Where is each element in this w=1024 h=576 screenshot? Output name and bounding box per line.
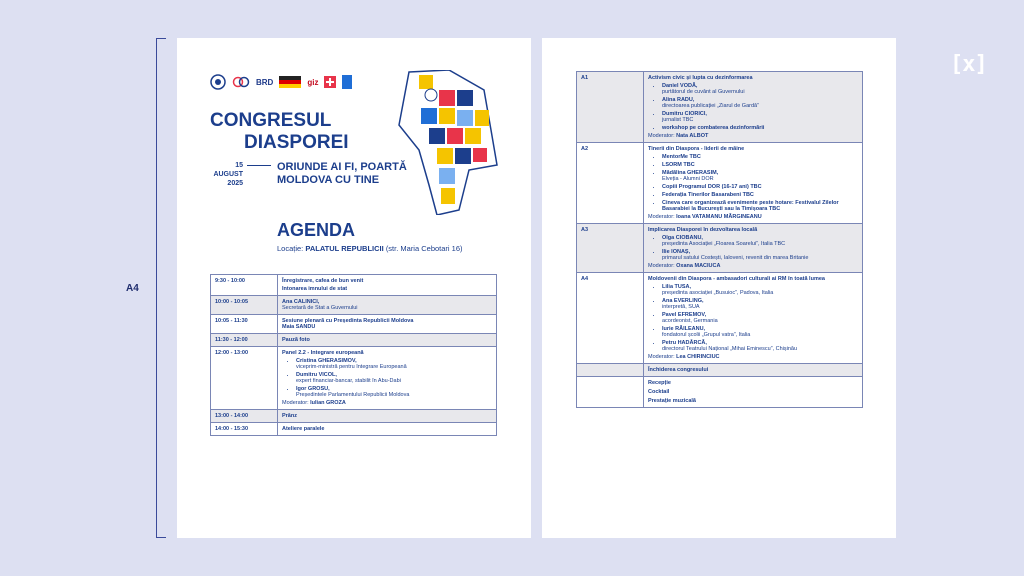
speaker-name: Petru HADÂRCĂ, — [662, 340, 707, 346]
table-row — [211, 347, 497, 410]
table-row — [211, 275, 497, 296]
row-time: 14:00 - 15:30 — [211, 423, 278, 436]
speaker-role: viceprim-ministră pentru Integrare Europeană — [296, 364, 407, 370]
speaker-name: workshop pe combaterea dezinformării — [662, 125, 765, 131]
speaker-name: Cineva care organizează evenimente peste hotare: Festivalul Zilelor Basarabiei la București sau la Timișoara TBC — [662, 200, 839, 212]
row-content — [278, 347, 497, 410]
table-row — [577, 224, 863, 273]
row-content: Prânz — [278, 410, 497, 423]
location-line — [277, 244, 463, 253]
moderator-name: Iulian GROZA — [310, 400, 346, 406]
speaker-role: fondatorul școlii „Grupul vatra”, Italia — [662, 332, 751, 338]
agenda-table-1 — [210, 274, 497, 436]
date-month: AUGUST — [213, 171, 243, 178]
location-venue: PALATUL REPUBLICII — [305, 244, 384, 253]
agenda-heading: AGENDA — [277, 220, 356, 240]
row-content: Pauză foto — [278, 334, 497, 347]
brd-logo: BRD — [256, 77, 274, 87]
row-time: 10:00 - 10:05 — [211, 296, 278, 315]
a4-bracket — [156, 38, 167, 538]
location-label: Locație: — [277, 244, 304, 253]
seal-logo — [210, 75, 226, 89]
undp-logo — [342, 75, 352, 89]
final-item: Prestație muzicală — [648, 398, 696, 404]
workshop-title: Moldovenii din Diaspora - ambasadori culturali ai RM în toată lumea — [648, 276, 825, 282]
row-content — [278, 296, 497, 315]
final-item: Cocktail — [648, 389, 670, 395]
moderator-name: Nata ALBOT — [676, 133, 709, 139]
swiss-logo — [324, 75, 336, 89]
list-item — [662, 249, 858, 261]
row-title: Sesiune plenară cu Președinta Republicii Moldova — [282, 318, 414, 324]
row-time: 9:30 - 10:00 — [211, 275, 278, 296]
table-row — [577, 364, 863, 377]
moderator-label: Moderator: — [648, 133, 675, 139]
speaker-list — [282, 358, 492, 398]
workshop-code: A1 — [577, 72, 644, 143]
title-line-2: DIASPOREI — [244, 132, 349, 153]
date-day: 15 — [235, 162, 243, 169]
germany-logo — [279, 75, 301, 89]
event-date — [209, 161, 243, 188]
row-content — [644, 72, 863, 143]
list-item — [296, 386, 492, 398]
speaker-name: Lilia TUSA, — [662, 284, 692, 290]
list-item — [662, 184, 858, 190]
moderator-label: Moderator: — [648, 263, 675, 269]
moderator-label: Moderator: — [648, 214, 675, 220]
list-item — [662, 235, 858, 247]
moderator-line — [648, 354, 858, 360]
row-time: 10:05 - 11:30 — [211, 315, 278, 334]
list-item — [662, 200, 858, 212]
workshop-title: Activism civic și lupta cu dezinformarea — [648, 75, 753, 81]
table-row — [577, 273, 863, 364]
speaker-name: Olga CIOBANU, — [662, 235, 703, 241]
table-row — [211, 296, 497, 315]
list-item — [296, 372, 492, 384]
workshop-title: Implicarea Diasporei în dezvoltarea locală — [648, 227, 758, 233]
row-time: 12:00 - 13:00 — [211, 347, 278, 410]
speaker-role: Secretară de Stat a Guvernului — [282, 305, 358, 311]
workshop-code: A2 — [577, 143, 644, 224]
agenda-page-2 — [542, 38, 896, 538]
moderator-line — [648, 214, 858, 220]
row-content — [644, 377, 863, 408]
speaker-role: președinta asociației „Busuioc”, Padova, Italia — [662, 290, 774, 296]
row-content — [278, 275, 497, 296]
list-item — [662, 312, 858, 324]
moderator-name: Ioana VATAMANU MĂRGINEANU — [676, 214, 762, 220]
speaker-name: MentorMe TBC — [662, 154, 701, 160]
speaker-role: primarul satului Costești, Ialoveni, revenit din marea Britanie — [662, 255, 809, 261]
speaker-role: jurnalist TBC — [662, 117, 694, 123]
moderator-line — [648, 263, 858, 269]
list-item — [662, 170, 858, 182]
list-item — [662, 83, 858, 95]
empty-cell — [577, 377, 644, 408]
list-item — [662, 97, 858, 109]
row-content — [644, 143, 863, 224]
list-item — [662, 125, 858, 131]
date-year: 2025 — [227, 180, 243, 187]
speaker-name: Daniel VODĂ, — [662, 83, 698, 89]
moderator-name: Lea CHIRINCIUC — [676, 354, 720, 360]
workshop-code: A3 — [577, 224, 644, 273]
moderator-line — [648, 133, 858, 139]
table-row — [211, 315, 497, 334]
agenda-table-2 — [576, 71, 863, 408]
panel-title: Panel 2.2 - Integrare europeană — [282, 350, 364, 356]
speaker-name: Federația Tinerilor Basarabeni TBC — [662, 192, 754, 198]
speaker-name: Copiii Programul DOR (16-17 ani) TBC — [662, 184, 762, 190]
row-time: 13:00 - 14:00 — [211, 410, 278, 423]
speaker-role: directorul Teatrului Național „Mihai Eminescu”, Chișinău — [662, 346, 798, 352]
row-content — [644, 273, 863, 364]
table-row — [577, 72, 863, 143]
list-item — [662, 284, 858, 296]
moderator-label: Moderator: — [282, 400, 309, 406]
speaker-role: directoarea publicației „Ziarul de Gardă” — [662, 103, 759, 109]
agenda-page-1 — [177, 38, 531, 538]
speaker-name: Cristina GHERASIMOV, — [296, 358, 357, 364]
row-content — [644, 224, 863, 273]
speaker-role: purtătorul de cuvânt al Guvernului — [662, 89, 745, 95]
list-item — [296, 358, 492, 370]
speaker-name: Ana CALINICI, — [282, 299, 320, 305]
speaker-name: Mădălina GHERASIM, — [662, 170, 719, 176]
brand-logo: [x] — [950, 52, 987, 77]
list-item — [662, 340, 858, 352]
speaker-name: Iurie RĂILEANU, — [662, 326, 706, 332]
speaker-name: Alina RADU, — [662, 97, 695, 103]
location-address: (str. Maria Cebotari 16) — [385, 244, 463, 253]
speaker-name: LSORM TBC — [662, 162, 695, 168]
row-subtitle: Intonarea imnului de stat — [282, 286, 348, 292]
partner-logos — [210, 75, 352, 89]
title-line-1: CONGRESUL — [210, 110, 332, 131]
list-item — [662, 326, 858, 338]
slogan: ORIUNDE AI FI, POARTĂ MOLDOVA CU TINE — [277, 161, 407, 186]
list-item — [662, 154, 858, 160]
rings-logo — [232, 75, 250, 89]
moderator-line — [282, 400, 492, 406]
a4-label: A4 — [126, 283, 139, 294]
table-row — [211, 334, 497, 347]
giz-logo: giz — [307, 77, 319, 87]
workshop-title: Tinerii din Diaspora - liderii de mâine — [648, 146, 745, 152]
list-item — [662, 162, 858, 168]
moldova-map-graphic — [389, 70, 499, 215]
speaker-list — [648, 154, 858, 212]
row-title: Înregistrare, cafea de bun venit — [282, 278, 364, 284]
list-item — [662, 298, 858, 310]
date-divider — [247, 165, 271, 166]
table-row — [577, 377, 863, 408]
speaker-name: Dumitru CIORICI, — [662, 111, 707, 117]
speaker-role: Președintele Parlamentului Republicii Moldova — [296, 392, 410, 398]
speaker-name: Maia SANDU — [282, 324, 316, 330]
speaker-name: Igor GROSU, — [296, 386, 330, 392]
speaker-list — [648, 235, 858, 261]
row-time: 11:30 - 12:00 — [211, 334, 278, 347]
table-row — [211, 423, 497, 436]
speaker-role: expert financiar-bancar, stabilit în Abu-Dabi — [296, 378, 401, 384]
workshop-code: A4 — [577, 273, 644, 364]
row-content: Ateliere paralele — [278, 423, 497, 436]
speaker-role: interpretă, SUA — [662, 304, 700, 310]
moderator-label: Moderator: — [648, 354, 675, 360]
speaker-list — [648, 284, 858, 352]
speaker-role: președinta Asociației „Floarea Soarelui”, Italia TBC — [662, 241, 786, 247]
row-content — [278, 315, 497, 334]
list-item — [662, 192, 858, 198]
speaker-name: Dumitru VICOL, — [296, 372, 337, 378]
list-item — [662, 111, 858, 123]
table-row — [211, 410, 497, 423]
speaker-role: acordeonist, Germania — [662, 318, 718, 324]
moderator-name: Oxana MACIUCA — [676, 263, 721, 269]
speaker-role: Elveția - Alumni DOR — [662, 176, 714, 182]
table-row — [577, 143, 863, 224]
empty-cell — [577, 364, 644, 377]
closing-title: Închiderea congresului — [644, 364, 863, 377]
speaker-name: Ilie IONAȘ, — [662, 249, 691, 255]
final-item: Recepție — [648, 380, 671, 386]
speaker-name: Pavel EFREMOV, — [662, 312, 707, 318]
speaker-list — [648, 83, 858, 131]
speaker-name: Ana EVERLING, — [662, 298, 704, 304]
